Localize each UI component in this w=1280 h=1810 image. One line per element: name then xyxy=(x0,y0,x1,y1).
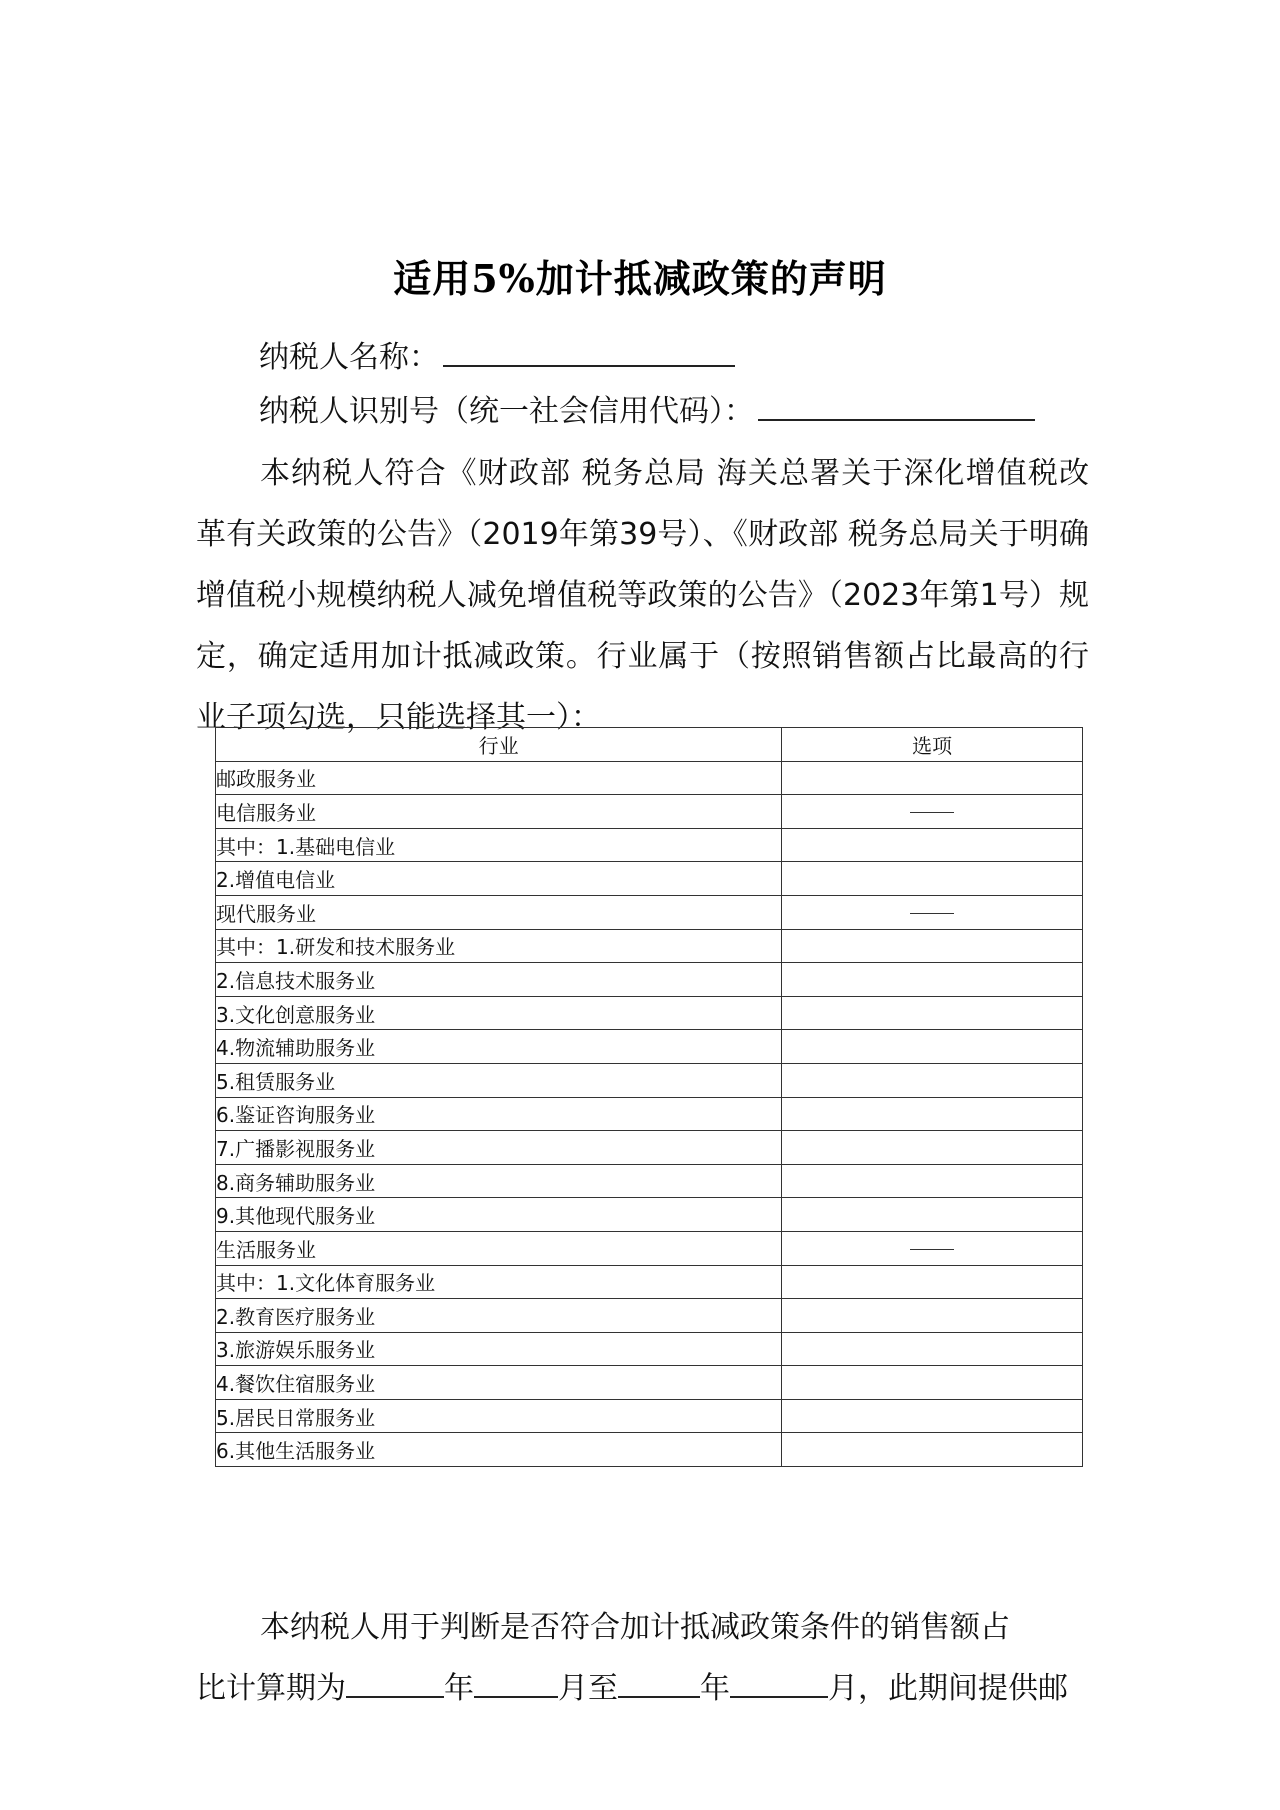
calc-line-1: 本纳税人用于判断是否符合加计抵减政策条件的销售额占 xyxy=(260,1610,1010,1645)
option-checkbox-cell[interactable] xyxy=(782,862,1083,896)
header-option: 选项 xyxy=(782,728,1083,762)
industry-label: 7.广播影视服务业 xyxy=(216,1136,376,1161)
table-row xyxy=(216,963,1083,997)
calc-line-2 xyxy=(196,1658,1096,1719)
industry-cell xyxy=(216,1299,782,1333)
industry-table xyxy=(215,727,1083,1467)
calc-year-label-2: 年 xyxy=(700,1671,730,1706)
option-checkbox-cell[interactable] xyxy=(782,929,1083,963)
industry-cell xyxy=(216,1231,782,1265)
industry-label: 8.商务辅助服务业 xyxy=(216,1170,376,1195)
industry-cell xyxy=(216,895,782,929)
header-industry: 行业 xyxy=(216,728,782,762)
taxpayer-name-field[interactable] xyxy=(443,339,735,367)
industry-cell xyxy=(216,963,782,997)
industry-label: 现代服务业 xyxy=(216,901,316,926)
dash-mark xyxy=(910,913,954,914)
industry-cell xyxy=(216,929,782,963)
industry-label: 6.其他生活服务业 xyxy=(216,1439,376,1464)
table-row xyxy=(216,1164,1083,1198)
taxpayer-id-row xyxy=(259,386,1035,430)
industry-label: 3.旅游娱乐服务业 xyxy=(216,1338,376,1363)
calc-month-label-1: 月至 xyxy=(558,1671,618,1706)
industry-label: 其中：1.基础电信业 xyxy=(216,834,396,859)
option-cell-not-applicable xyxy=(782,795,1083,829)
start-month-blank[interactable] xyxy=(474,1670,558,1698)
option-checkbox-cell[interactable] xyxy=(782,1299,1083,1333)
industry-table-body xyxy=(216,761,1083,1466)
calc-year-label-1: 年 xyxy=(444,1671,474,1706)
option-checkbox-cell[interactable] xyxy=(782,963,1083,997)
industry-cell xyxy=(216,1164,782,1198)
industry-label: 2.教育医疗服务业 xyxy=(216,1304,376,1329)
table-row xyxy=(216,795,1083,829)
taxpayer-id-label: 纳税人识别号（统一社会信用代码）： xyxy=(259,394,754,429)
intro-paragraph: 本纳税人符合《财政部 税务总局 海关总署关于深化增值税改革有关政策的公告》（2019年第39号）、《财政部 税务总局关于明确增值税小规模纳税人减免增值税等政策的公告》（2023年第1号）规定，确定适用加计抵减政策。行业属于（按照销售额占比最高的行业子项勾选，只能选择其一）： xyxy=(196,456,1089,735)
table-row xyxy=(216,1366,1083,1400)
industry-cell xyxy=(216,1399,782,1433)
table-row xyxy=(216,1131,1083,1165)
industry-cell xyxy=(216,1433,782,1467)
option-checkbox-cell[interactable] xyxy=(782,1030,1083,1064)
industry-cell xyxy=(216,1063,782,1097)
taxpayer-name-label: 纳税人名称： xyxy=(259,340,439,375)
option-cell-not-applicable xyxy=(782,895,1083,929)
table-row xyxy=(216,828,1083,862)
industry-label: 其中：1.文化体育服务业 xyxy=(216,1271,436,1296)
industry-label: 4.物流辅助服务业 xyxy=(216,1036,376,1061)
industry-cell xyxy=(216,1198,782,1232)
dash-mark xyxy=(910,812,954,813)
industry-label: 邮政服务业 xyxy=(216,767,316,792)
option-checkbox-cell[interactable] xyxy=(782,1399,1083,1433)
option-checkbox-cell[interactable] xyxy=(782,1097,1083,1131)
option-checkbox-cell[interactable] xyxy=(782,1198,1083,1232)
industry-cell xyxy=(216,996,782,1030)
industry-label: 5.租赁服务业 xyxy=(216,1069,336,1094)
end-month-blank[interactable] xyxy=(730,1670,828,1698)
option-checkbox-cell[interactable] xyxy=(782,761,1083,795)
end-year-blank[interactable] xyxy=(618,1670,700,1698)
calc-paragraph xyxy=(196,1597,1096,1719)
table-row xyxy=(216,1299,1083,1333)
option-checkbox-cell[interactable] xyxy=(782,996,1083,1030)
industry-cell xyxy=(216,1097,782,1131)
industry-label: 电信服务业 xyxy=(216,800,316,825)
table-row xyxy=(216,1198,1083,1232)
table-row xyxy=(216,1265,1083,1299)
table-row xyxy=(216,1063,1083,1097)
option-checkbox-cell[interactable] xyxy=(782,1164,1083,1198)
option-checkbox-cell[interactable] xyxy=(782,828,1083,862)
calc-prefix: 比计算期为 xyxy=(196,1671,346,1706)
taxpayer-id-field[interactable] xyxy=(758,393,1035,421)
industry-cell xyxy=(216,1332,782,1366)
table-row xyxy=(216,1030,1083,1064)
industry-cell xyxy=(216,1030,782,1064)
industry-cell xyxy=(216,1265,782,1299)
document-title: 适用5%加计抵减政策的声明 xyxy=(393,256,887,301)
option-checkbox-cell[interactable] xyxy=(782,1332,1083,1366)
table-row xyxy=(216,1433,1083,1467)
option-checkbox-cell[interactable] xyxy=(782,1063,1083,1097)
table-row xyxy=(216,996,1083,1030)
industry-label: 生活服务业 xyxy=(216,1237,316,1262)
calc-suffix: 月，此期间提供邮 xyxy=(828,1671,1068,1706)
industry-label: 3.文化创意服务业 xyxy=(216,1002,376,1027)
industry-cell xyxy=(216,828,782,862)
industry-label: 5.居民日常服务业 xyxy=(216,1405,376,1430)
table-row xyxy=(216,761,1083,795)
industry-cell xyxy=(216,761,782,795)
table-row xyxy=(216,1231,1083,1265)
industry-label: 2.信息技术服务业 xyxy=(216,968,376,993)
table-header-row xyxy=(216,728,1083,762)
option-checkbox-cell[interactable] xyxy=(782,1131,1083,1165)
industry-label: 9.其他现代服务业 xyxy=(216,1204,376,1229)
option-cell-not-applicable xyxy=(782,1231,1083,1265)
industry-label: 其中：1.研发和技术服务业 xyxy=(216,935,456,960)
taxpayer-name-row xyxy=(259,332,735,376)
table-row xyxy=(216,895,1083,929)
industry-cell xyxy=(216,1131,782,1165)
dash-mark xyxy=(910,1249,954,1250)
industry-label: 4.餐饮住宿服务业 xyxy=(216,1372,376,1397)
table-row xyxy=(216,1399,1083,1433)
industry-cell xyxy=(216,795,782,829)
option-checkbox-cell[interactable] xyxy=(782,1265,1083,1299)
industry-label: 6.鉴证咨询服务业 xyxy=(216,1103,376,1128)
industry-cell xyxy=(216,1366,782,1400)
industry-label: 2.增值电信业 xyxy=(216,868,336,893)
table-row xyxy=(216,929,1083,963)
industry-cell xyxy=(216,862,782,896)
table-row xyxy=(216,862,1083,896)
table-row xyxy=(216,1332,1083,1366)
option-checkbox-cell[interactable] xyxy=(782,1433,1083,1467)
start-year-blank[interactable] xyxy=(346,1670,444,1698)
option-checkbox-cell[interactable] xyxy=(782,1366,1083,1400)
table-row xyxy=(216,1097,1083,1131)
